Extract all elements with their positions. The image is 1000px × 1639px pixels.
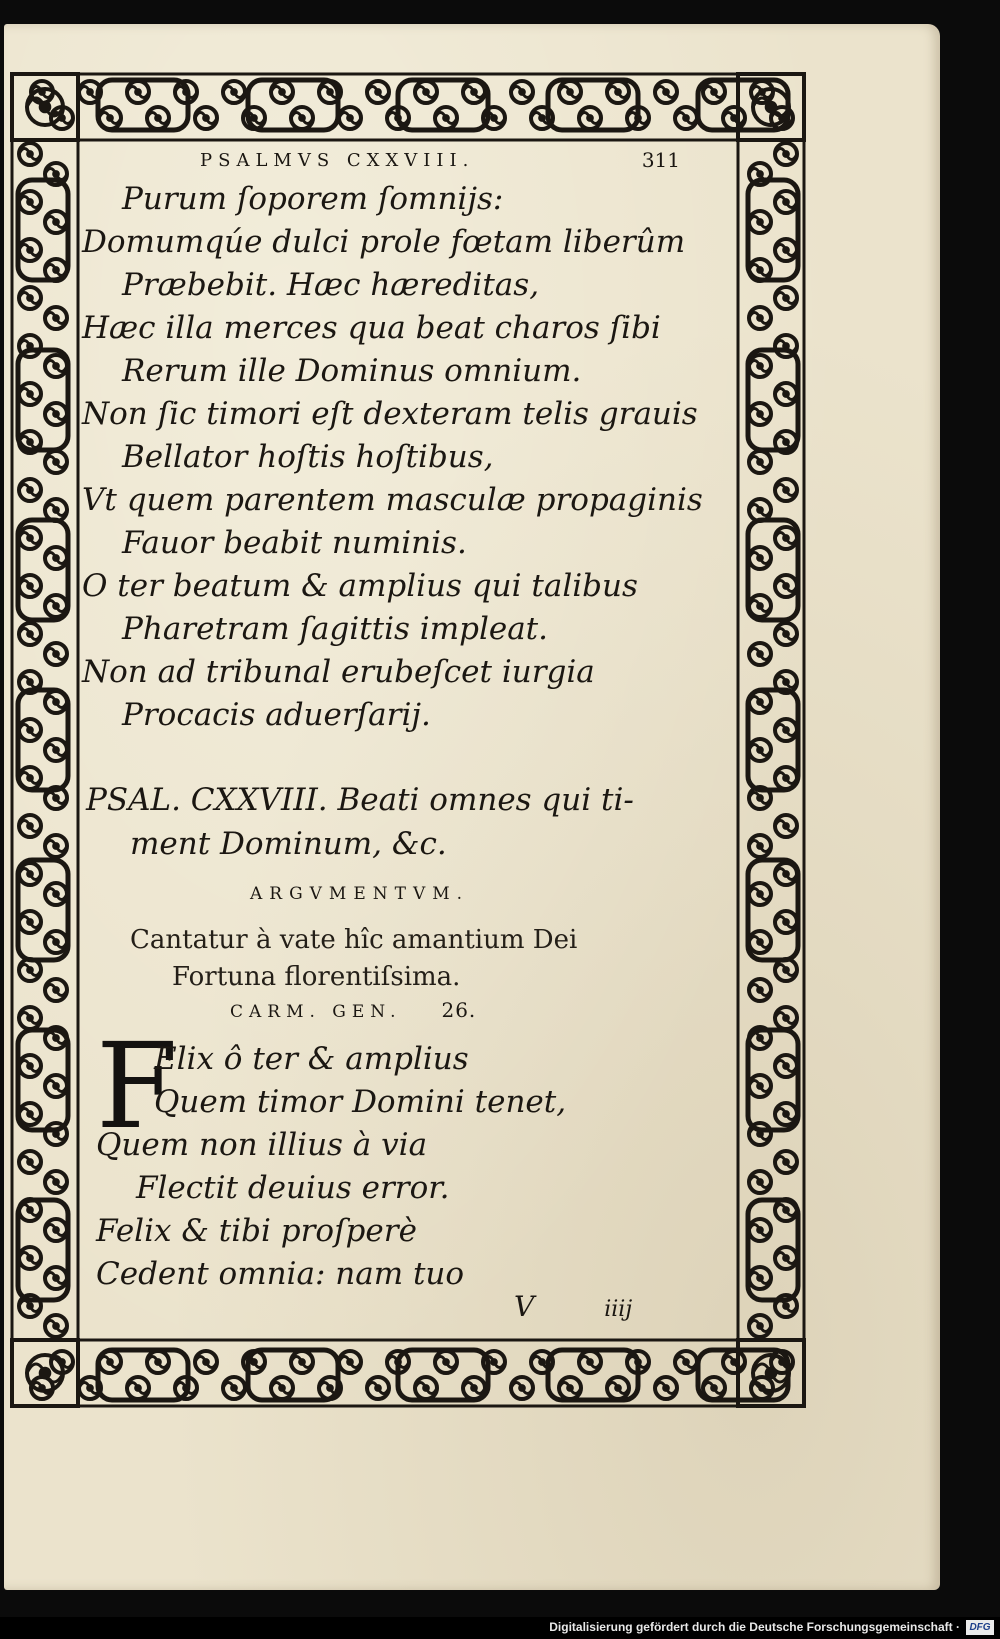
ode-line: Quem timor Domini tenet, xyxy=(154,1084,567,1120)
meter-number: 26. xyxy=(441,998,477,1022)
verse-line: Præbebit. Hæc hæreditas, xyxy=(122,267,540,303)
ode-line: Quem non illius à via xyxy=(96,1127,428,1163)
verse-line: Hæc illa merces qua beat charos ſibi xyxy=(82,310,661,346)
footer-credit: Digitalisierung gefördert durch die Deutsche Forschungsgemeinschaft · xyxy=(549,1620,960,1634)
psalm-heading-line: ment Dominum, &c. xyxy=(130,826,447,862)
verse-line: Domumqúe dulci prole fœtam liberûm xyxy=(82,224,686,260)
verse-line: Non ad tribunal erubeſcet iurgia xyxy=(82,654,595,690)
verse-line: Vt quem parentem masculæ propaginis xyxy=(82,482,703,518)
verse-line: Bellator hoſtis hoſtibus, xyxy=(122,439,494,475)
verse-block xyxy=(82,178,703,737)
page-number: 311 xyxy=(641,148,680,172)
signature-leaf: iiij xyxy=(604,1297,633,1322)
meter-name: CARM. GEN. xyxy=(230,1002,402,1022)
ode-line: Flectit deuius error. xyxy=(136,1170,450,1206)
running-head-title: PSALMVS CXXVIII. xyxy=(200,150,475,171)
ode-line: Cedent omnia: nam tuo xyxy=(96,1256,465,1292)
verse-line: O ter beatum & amplius qui talibus xyxy=(82,568,638,604)
argument-heading: ARGVMENTVM. xyxy=(250,884,470,904)
dfg-logo: DFG xyxy=(966,1620,994,1635)
signature-letter: V xyxy=(514,1290,535,1323)
ode-line: Elix ô ter & amplius xyxy=(154,1041,469,1077)
digitization-footer xyxy=(0,1617,1000,1639)
psalm-heading xyxy=(86,778,696,866)
verse-line: Procacis aduerſarij. xyxy=(122,697,431,733)
argument-line: Cantatur à vate hîc amantium Dei xyxy=(130,925,578,955)
psalm-heading-line: PSAL. CXXVIII. Beati omnes qui ti- xyxy=(86,782,634,818)
verse-line: Fauor beabit numinis. xyxy=(122,525,467,561)
verse-line: Rerum ille Dominus omnium. xyxy=(122,353,582,389)
ode-line: Felix & tibi proſperè xyxy=(96,1213,417,1249)
running-head xyxy=(120,150,680,180)
drop-cap: F xyxy=(96,1017,178,1155)
argument-text xyxy=(130,922,690,996)
argument-line: Fortuna florentiſsima. xyxy=(172,962,461,992)
signature-mark xyxy=(514,1290,632,1323)
meter-label xyxy=(230,998,476,1022)
verse-line: Non ſic timori eſt dexteram telis grauis xyxy=(82,396,698,432)
verse-line: Purum ſoporem ſomnijs: xyxy=(122,181,504,217)
verse-line: Pharetram ſagittis impleat. xyxy=(122,611,548,647)
ode-block xyxy=(96,1017,596,1296)
